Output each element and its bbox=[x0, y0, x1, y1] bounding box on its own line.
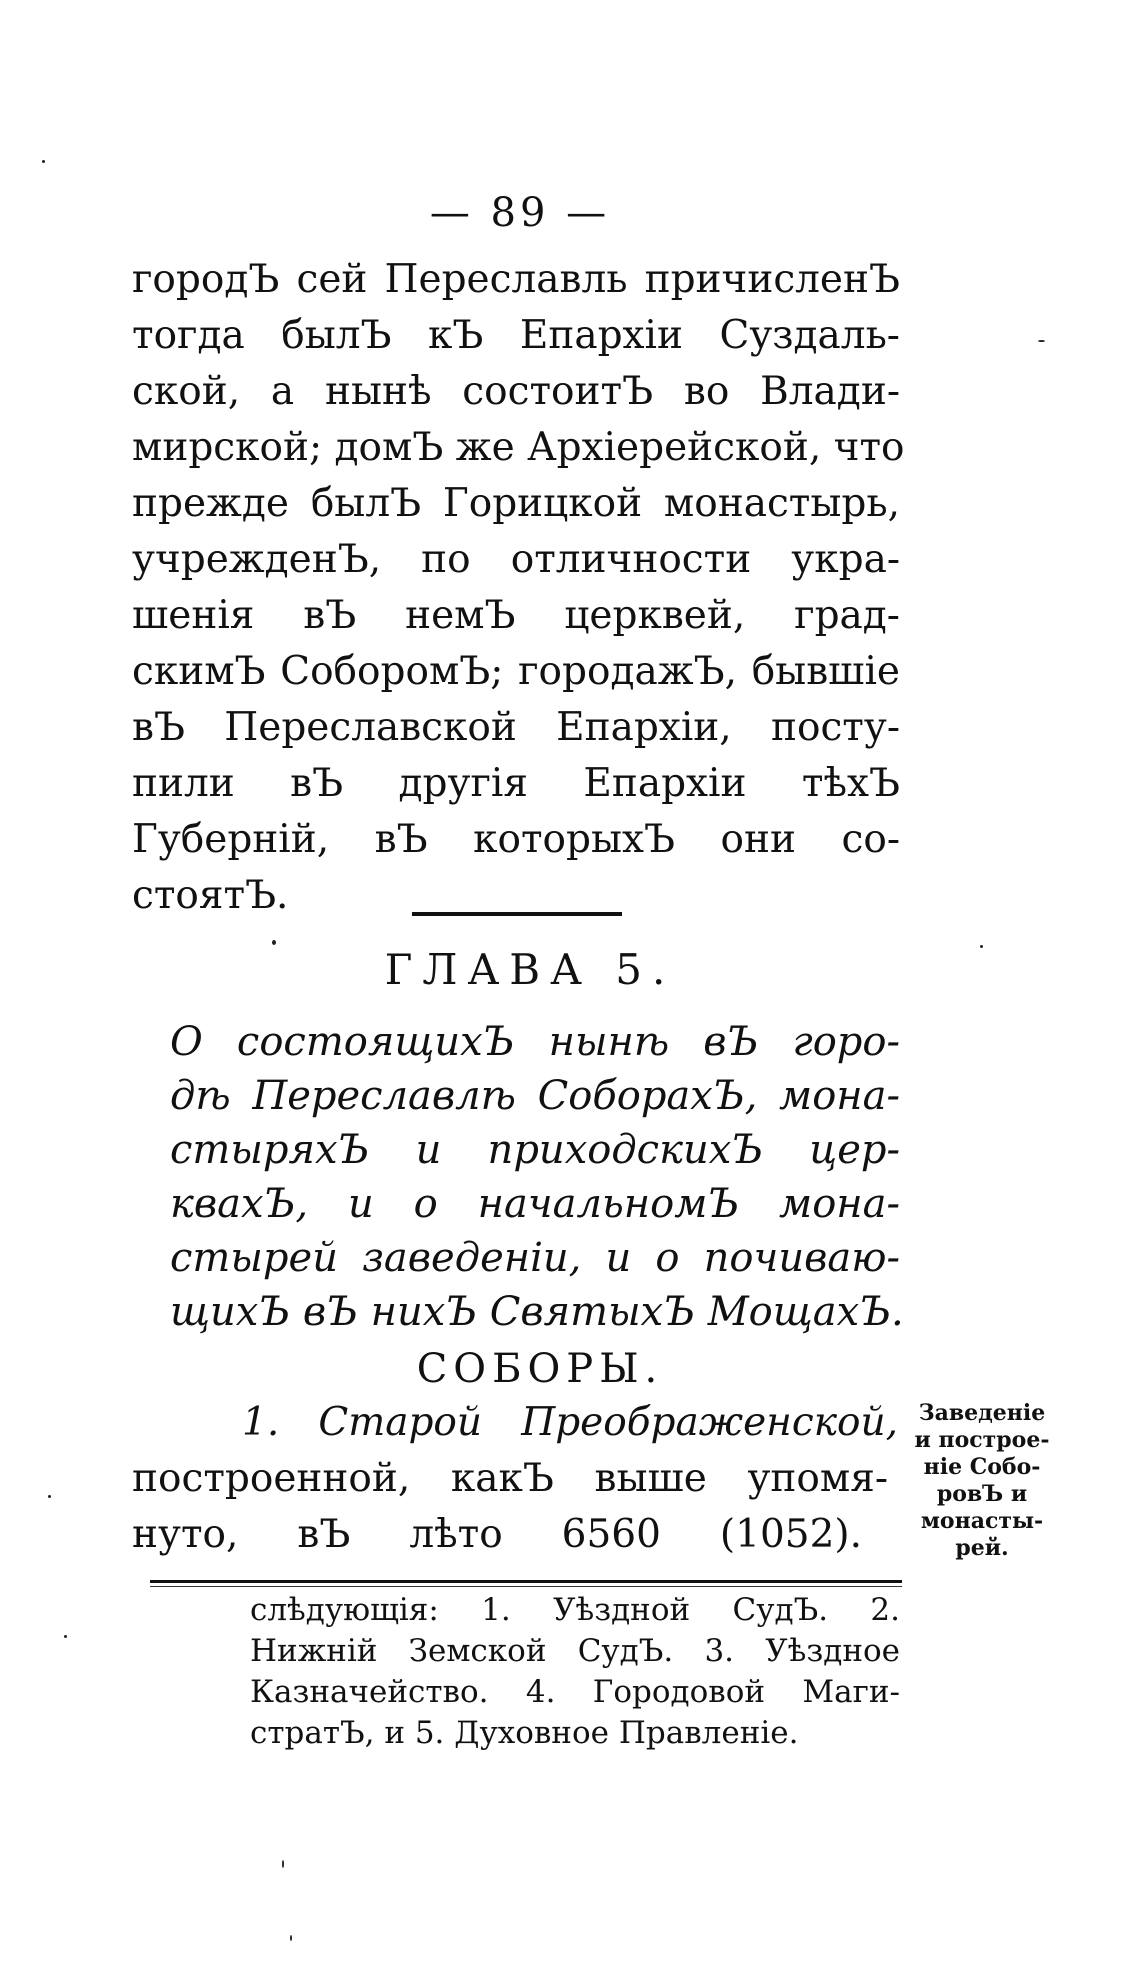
scan-speck bbox=[272, 940, 276, 945]
body-line: вЪ Переславской Епархіи, посту- bbox=[132, 705, 900, 750]
section-divider bbox=[412, 912, 622, 916]
subtitle-line: дѣ Переславлѣ СоборахЪ, мона- bbox=[170, 1073, 900, 1119]
footnote-line: Нижній Земской СудЪ. 3. Уѣздное bbox=[250, 1633, 900, 1669]
margin-note-line: монасты- bbox=[920, 1508, 1044, 1534]
entry-line: нуто, вЪ лѣто 6560 (1052). bbox=[132, 1512, 862, 1557]
footnote-line: стратЪ, и 5. Духовное Правленіе. bbox=[250, 1715, 799, 1751]
body-line: стоятЪ. bbox=[132, 873, 289, 918]
scan-speck bbox=[64, 1635, 67, 1638]
footnote-divider-thin bbox=[150, 1586, 902, 1587]
scan-speck bbox=[48, 1495, 51, 1498]
section-heading: СОБОРЫ. bbox=[416, 1346, 664, 1392]
subtitle-line: стырей заведеніи, и о почиваю- bbox=[170, 1235, 900, 1281]
margin-note-line: ніе Собо- bbox=[923, 1454, 1041, 1480]
body-line: мирской; домЪ же Архіерейской, что bbox=[132, 425, 905, 470]
body-line: прежде былЪ Горицкой монастырь, bbox=[132, 481, 900, 526]
body-line: учрежденЪ, по отличности укра- bbox=[132, 537, 900, 582]
scan-speck bbox=[980, 945, 983, 948]
scan-speck bbox=[42, 160, 45, 163]
body-line: тогда былЪ кЪ Епархіи Суздаль- bbox=[132, 313, 900, 358]
margin-note-line: рей. bbox=[955, 1535, 1009, 1561]
margin-note-line: и построе- bbox=[914, 1427, 1050, 1453]
footnote-line: Казначейство. 4. Городовой Маги- bbox=[250, 1674, 900, 1710]
scan-speck bbox=[282, 1860, 284, 1868]
entry-line: построенной, какЪ выше упомя- bbox=[132, 1456, 888, 1501]
margin-note-line: ровЪ и bbox=[936, 1481, 1028, 1507]
subtitle-line: квахЪ, и о начальномЪ мона- bbox=[170, 1181, 900, 1227]
margin-note bbox=[902, 1400, 1062, 1562]
body-line: Губерній, вЪ которыхЪ они со- bbox=[132, 817, 900, 862]
footnote-divider bbox=[150, 1580, 902, 1583]
subtitle-line: стыряхЪ и приходскихЪ цер- bbox=[170, 1127, 900, 1173]
body-line: шенія вЪ немЪ церквей, град- bbox=[132, 593, 900, 638]
body-line: ской, а нынѣ состоитЪ во Влади- bbox=[132, 369, 900, 414]
subtitle-line: щихЪ вЪ нихЪ СвятыхЪ МощахЪ. bbox=[170, 1289, 904, 1335]
body-line: скимЪ СоборомЪ; городажЪ, бывшіе bbox=[132, 649, 900, 694]
scan-speck bbox=[1038, 340, 1045, 342]
page-number: — 89 — bbox=[429, 190, 611, 236]
scan-speck bbox=[290, 1935, 292, 1941]
body-line: городЪ сей Переславль причисленЪ bbox=[132, 257, 900, 302]
subtitle-line: О состоящихЪ нынѣ вЪ горо- bbox=[170, 1019, 900, 1065]
footnote-line: слѣдующія: 1. Уѣздной СудЪ. 2. bbox=[250, 1592, 900, 1628]
entry-line: 1. Старой Преображенской, bbox=[242, 1400, 898, 1445]
margin-note-line: Заведеніе bbox=[918, 1400, 1046, 1426]
body-line: пили вЪ другія Епархіи тѣхЪ bbox=[132, 761, 900, 806]
chapter-heading: ГЛАВА 5. bbox=[384, 945, 676, 994]
